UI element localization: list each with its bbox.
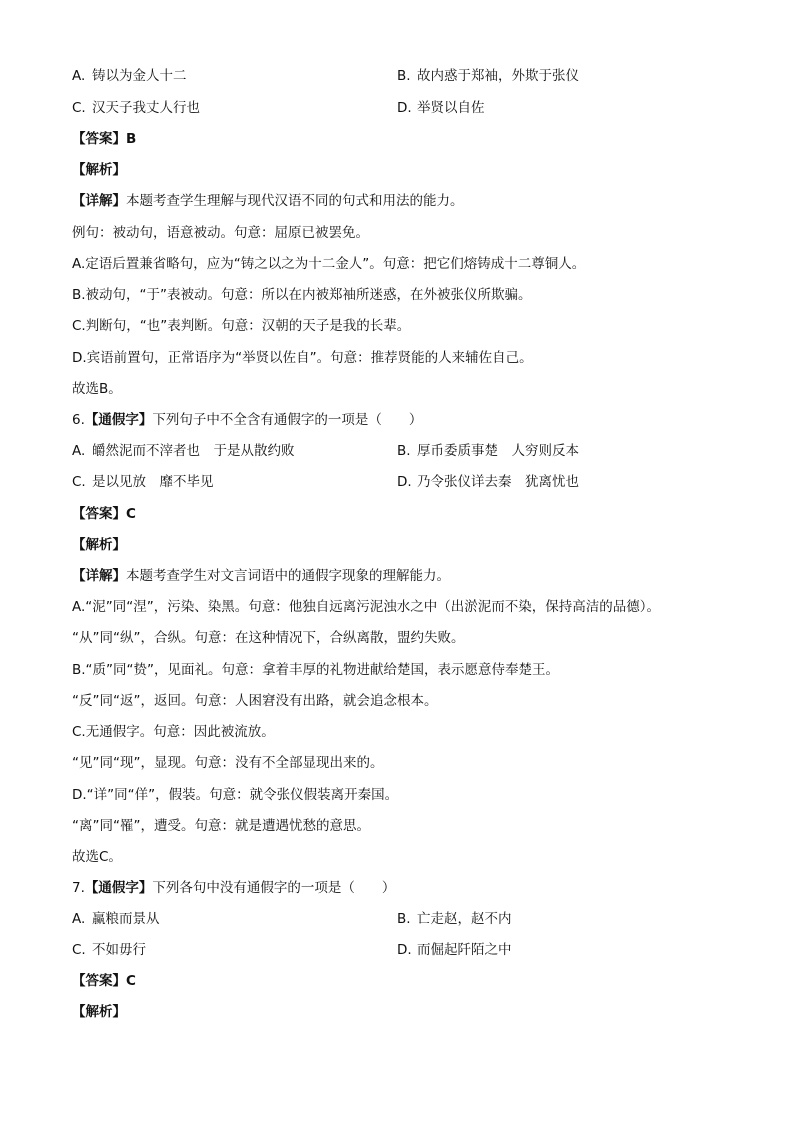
- option-label: C.: [72, 942, 86, 958]
- q5-option-b: [397, 67, 579, 85]
- q5-line-2: A.定语后置兼省略句，应为“铸之以之为十二金人”。句意：把它们熔铸成十二尊铜人。: [72, 256, 586, 272]
- option-text: 是以见放 靡不毕见: [92, 474, 214, 490]
- option-text: 汉天子我丈人行也: [92, 100, 200, 116]
- option-text: 厚币委质事楚 人穷则反本: [417, 443, 579, 459]
- q6-line-1: A.“泥”同“涅”，污染、染黑。句意：他独自远离污泥浊水之中（出淤泥而不染，保持高洁的品德）。: [72, 599, 661, 615]
- option-text: 乃令张仪详去秦 犹离忧也: [417, 474, 579, 490]
- q6-option-d: [397, 473, 579, 491]
- q5-conclusion: 故选B。: [72, 381, 122, 397]
- option-label: D.: [397, 942, 412, 958]
- q7-option-a: [72, 910, 160, 928]
- q5-line-4: C.判断句，“也”表判断。句意：汉朝的天子是我的长辈。: [72, 318, 411, 334]
- q5-option-d: [397, 99, 485, 117]
- q6-jiexi-heading: 【解析】: [72, 537, 126, 553]
- q7-stem: [72, 879, 395, 897]
- q6-conclusion: 故选C。: [72, 849, 122, 865]
- q5-option-a: [72, 67, 187, 85]
- q6-line-3: B.“质”同“贽”，见面礼。句意：拿着丰厚的礼物进献给楚国，表示愿意侍奉楚王。: [72, 662, 560, 678]
- q7-answer: 【答案】C: [72, 973, 136, 989]
- question-tag: 【通假字】: [84, 880, 153, 896]
- q6-line-6: “见”同“现”，显现。句意：没有不全部显现出来的。: [72, 755, 384, 771]
- detail-tag: 【详解】: [72, 193, 126, 209]
- option-label: C.: [72, 474, 86, 490]
- question-text: 下列句子中不全含有通假字的一项是（ ）: [152, 412, 423, 428]
- option-text: 皭然泥而不滓者也 于是从散约败: [92, 443, 295, 459]
- option-text: 不如毋行: [92, 942, 146, 958]
- question-number: 7.: [72, 880, 85, 896]
- option-text: 而倔起阡陌之中: [417, 942, 512, 958]
- q6-detail: [72, 567, 450, 585]
- q6-line-8: “离”同“罹”，遭受。句意：就是遭遇忧愁的意思。: [72, 818, 370, 834]
- q7-option-b: [397, 910, 512, 928]
- q7-option-d: [397, 941, 512, 959]
- option-text: 故内惑于郑袖，外欺于张仪: [417, 68, 579, 84]
- q7-option-c: [72, 941, 146, 959]
- q6-answer: 【答案】C: [72, 506, 136, 522]
- detail-text: 本题考查学生理解与现代汉语不同的句式和用法的能力。: [126, 193, 464, 209]
- option-text: 举贤以自佐: [417, 100, 485, 116]
- option-text: 赢粮而景从: [92, 911, 160, 927]
- q6-line-7: D.“详”同“佯”，假装。句意：就令张仪假装离开秦国。: [72, 787, 399, 803]
- option-label: D.: [397, 100, 412, 116]
- option-label: C.: [72, 100, 86, 116]
- option-text: 铸以为金人十二: [92, 68, 187, 84]
- detail-tag: 【详解】: [72, 568, 126, 584]
- option-label: A.: [72, 911, 86, 927]
- option-label: B.: [397, 443, 411, 459]
- q6-stem: [72, 411, 422, 429]
- q6-option-c: [72, 473, 214, 491]
- question-number: 6.: [72, 412, 85, 428]
- option-label: B.: [397, 68, 411, 84]
- question-text: 下列各句中没有通假字的一项是（ ）: [152, 880, 396, 896]
- detail-text: 本题考查学生对文言词语中的通假字现象的理解能力。: [126, 568, 450, 584]
- option-label: A.: [72, 68, 86, 84]
- q5-answer: 【答案】B: [72, 131, 137, 147]
- q6-option-b: [397, 442, 579, 460]
- option-label: B.: [397, 911, 411, 927]
- option-text: 亡走赵，赵不内: [417, 911, 512, 927]
- q5-option-c: [72, 99, 200, 117]
- q6-option-a: [72, 442, 295, 460]
- q6-line-4: “反”同“返”，返回。句意：人困窘没有出路，就会追念根本。: [72, 693, 438, 709]
- q6-line-5: C.无通假字。句意：因此被流放。: [72, 724, 275, 740]
- q5-detail: [72, 192, 464, 210]
- q6-line-2: “从”同“纵”，合纵。句意：在这种情况下，合纵离散，盟约失败。: [72, 630, 465, 646]
- q7-jiexi-heading: 【解析】: [72, 1004, 126, 1020]
- q5-line-5: D.宾语前置句，正常语序为“举贤以佐自”。句意：推荐贤能的人来辅佐自己。: [72, 350, 533, 366]
- q5-jiexi-heading: 【解析】: [72, 162, 126, 178]
- question-tag: 【通假字】: [84, 412, 153, 428]
- option-label: D.: [397, 474, 412, 490]
- q5-line-3: B.被动句，“于”表被动。句意：所以在内被郑袖所迷惑，在外被张仪所欺骗。: [72, 287, 532, 303]
- option-label: A.: [72, 443, 86, 459]
- q5-line-1: 例句：被动句，语意被动。句意：屈原已被罢免。: [72, 225, 369, 241]
